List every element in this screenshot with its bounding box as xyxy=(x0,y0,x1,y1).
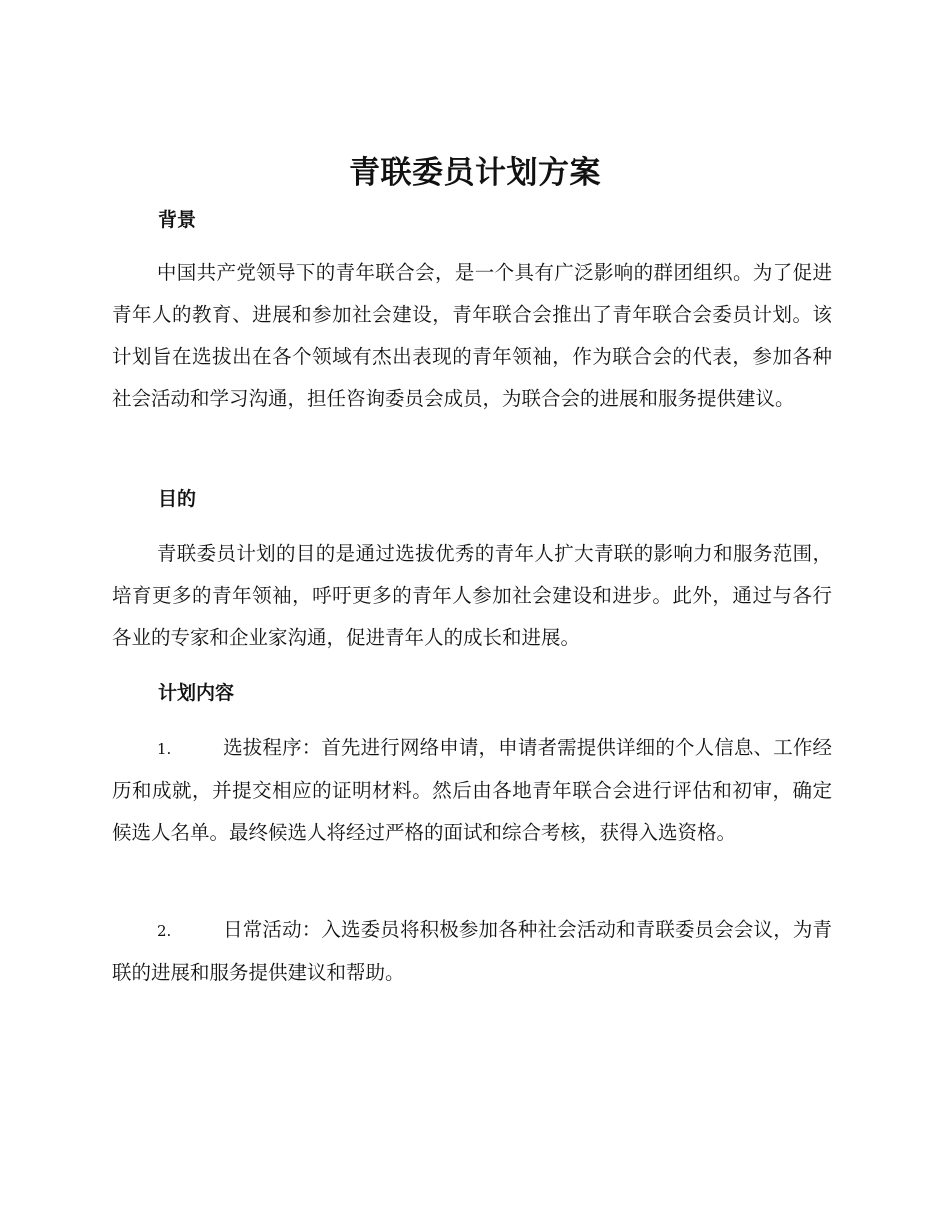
list-item-number: 2. xyxy=(157,922,172,940)
section-heading-content: 计划内容 xyxy=(158,682,235,704)
background-paragraph: 中国共产党领导下的青年联合会，是一个具有广泛影响的群团组织。为了促进青年人的教育、进展和参加社会建设，青年联合会推出了青年联合会委员计划。该计划旨在选拔出在各个领域有杰出表现的青年领袖，作为联合会的代表，参加各种社会活动和学习沟通，担任咨询委员会成员，为联合会的进展和服务提供建议。 xyxy=(112,261,832,410)
list-item xyxy=(112,909,832,994)
list-item-text: 日常活动：入选委员将积极参加各种社会活动和青联委员会会议，为青联的进展和服务提供建议和帮助。 xyxy=(112,918,832,984)
section-heading-purpose: 目的 xyxy=(158,488,197,510)
page-title: 青联委员计划方案 xyxy=(349,155,601,191)
list-item xyxy=(112,727,832,854)
list-item-text: 选拔程序：首先进行网络申请，申请者需提供详细的个人信息、工作经历和成就，并提交相应的证明材料。然后由各地青年联合会进行评估和初审，确定候选人名单。最终候选人将经过严格的面试和综合考核，获得入选资格。 xyxy=(112,736,832,844)
section-heading-background: 背景 xyxy=(158,209,197,231)
purpose-paragraph: 青联委员计划的目的是通过选拔优秀的青年人扩大青联的影响力和服务范围，培育更多的青年领袖，呼吁更多的青年人参加社会建设和进步。此外，通过与各行各业的专家和企业家沟通，促进青年人的成长和进展。 xyxy=(112,542,832,649)
list-item-number: 1. xyxy=(157,740,172,758)
